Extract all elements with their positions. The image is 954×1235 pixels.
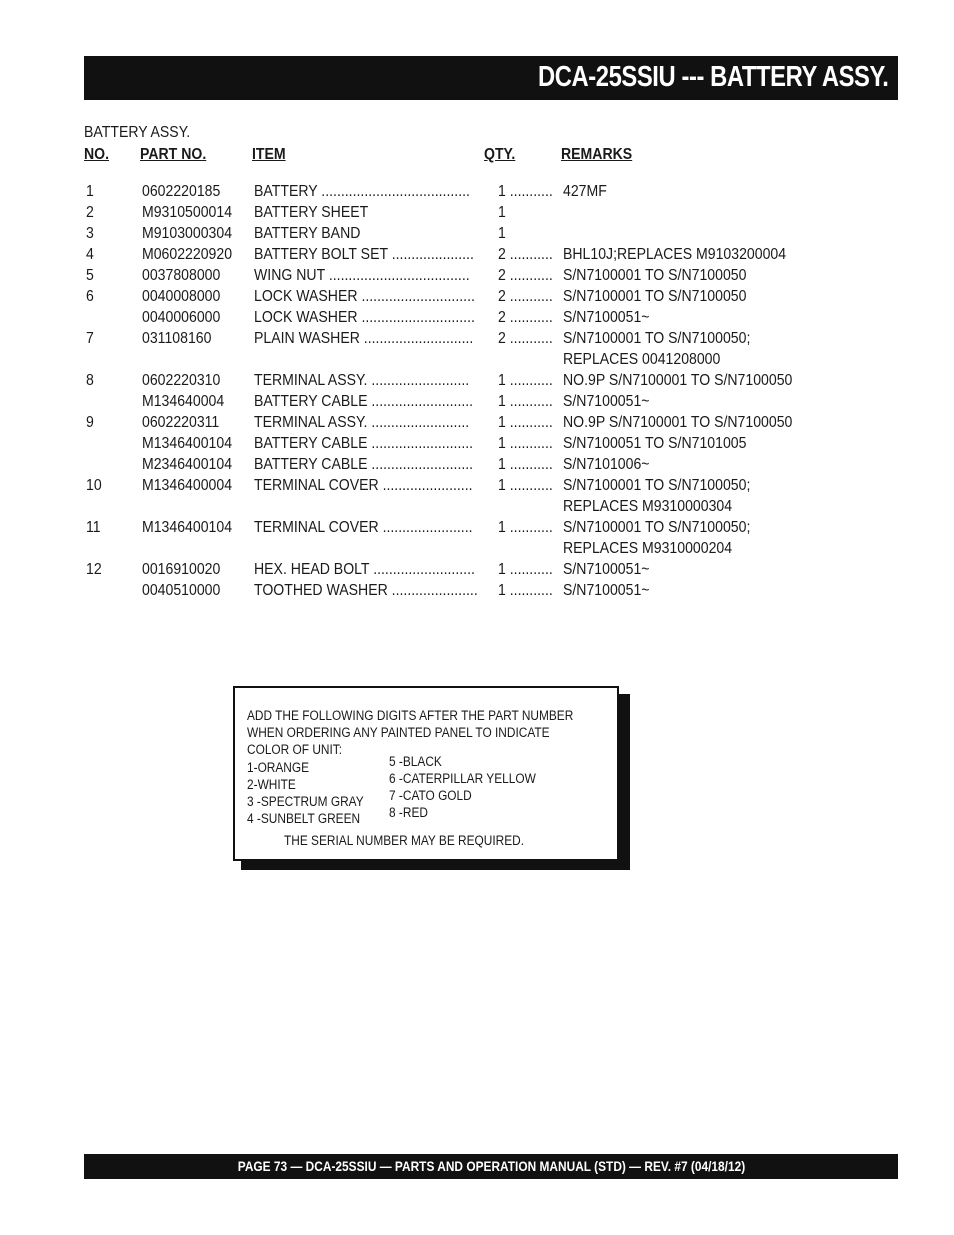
color-option: 3 -SPECTRUM GRAY bbox=[247, 794, 364, 809]
part-number: 0602220311 bbox=[142, 414, 220, 431]
parts-row bbox=[0, 183, 954, 204]
part-number-index: 8 bbox=[86, 372, 94, 389]
parts-row bbox=[0, 393, 954, 414]
part-number: M9103000304 bbox=[142, 225, 233, 242]
paint-color-note-box bbox=[233, 686, 619, 861]
color-option: 5 -BLACK bbox=[389, 754, 442, 769]
item-description: PLAIN WASHER ............................ bbox=[254, 330, 474, 347]
remarks: S/N7100051~ bbox=[563, 582, 650, 599]
quantity: 1 ........... bbox=[498, 561, 553, 578]
remarks: 427MF bbox=[563, 183, 607, 200]
section-label: BATTERY ASSY. bbox=[84, 124, 191, 141]
part-number: 0040008000 bbox=[142, 288, 221, 305]
parts-row bbox=[0, 351, 954, 372]
part-number-index: 5 bbox=[86, 267, 94, 284]
parts-row bbox=[0, 477, 954, 498]
part-number-index: 6 bbox=[86, 288, 94, 305]
parts-row bbox=[0, 519, 954, 540]
column-header-part-no: PART NO. bbox=[140, 146, 207, 163]
parts-row bbox=[0, 246, 954, 267]
page-footer-bar bbox=[84, 1154, 898, 1179]
color-option: 4 -SUNBELT GREEN bbox=[247, 811, 361, 826]
quantity: 1 bbox=[498, 204, 506, 221]
remarks: REPLACES 0041208000 bbox=[563, 351, 721, 368]
part-number-index: 2 bbox=[86, 204, 94, 221]
part-number: M1346400104 bbox=[142, 519, 233, 536]
remarks: S/N7100001 TO S/N7100050; bbox=[563, 519, 751, 536]
page-title: DCA-25SSIU --- BATTERY ASSY. bbox=[537, 61, 888, 93]
remarks: S/N7100001 TO S/N7100050; bbox=[563, 477, 751, 494]
item-description: BATTERY SHEET bbox=[254, 204, 369, 221]
quantity: 1 ........... bbox=[498, 519, 553, 536]
color-option: 6 -CATERPILLAR YELLOW bbox=[389, 771, 536, 786]
item-description: BATTERY CABLE .......................... bbox=[254, 435, 474, 452]
part-number: 0040510000 bbox=[142, 582, 221, 599]
serial-number-note: THE SERIAL NUMBER MAY BE REQUIRED. bbox=[284, 833, 525, 848]
part-number-index: 1 bbox=[86, 183, 94, 200]
parts-row bbox=[0, 414, 954, 435]
parts-row bbox=[0, 540, 954, 561]
quantity: 1 ........... bbox=[498, 183, 553, 200]
color-option: 1-ORANGE bbox=[247, 760, 310, 775]
item-description: WING NUT .................................... bbox=[254, 267, 470, 284]
item-description: TERMINAL COVER ....................... bbox=[254, 477, 473, 494]
remarks: REPLACES M9310000204 bbox=[563, 540, 733, 557]
parts-row bbox=[0, 435, 954, 456]
part-number: 0016910020 bbox=[142, 561, 221, 578]
part-number-index: 9 bbox=[86, 414, 94, 431]
remarks: S/N7100051~ bbox=[563, 393, 650, 410]
quantity: 2 ........... bbox=[498, 246, 553, 263]
note-line-3: COLOR OF UNIT: bbox=[247, 742, 343, 757]
remarks: NO.9P S/N7100001 TO S/N7100050 bbox=[563, 372, 793, 389]
parts-row bbox=[0, 582, 954, 603]
page-footer: PAGE 73 — DCA-25SSIU — PARTS AND OPERATION MANUAL (STD) — REV. #7 (04/18/12) bbox=[237, 1158, 745, 1174]
part-number: M0602220920 bbox=[142, 246, 233, 263]
part-number-index: 7 bbox=[86, 330, 94, 347]
parts-row bbox=[0, 267, 954, 288]
parts-row bbox=[0, 309, 954, 330]
quantity: 1 ........... bbox=[498, 414, 553, 431]
remarks: S/N7101006~ bbox=[563, 456, 650, 473]
item-description: TOOTHED WASHER ...................... bbox=[254, 582, 478, 599]
part-number-index: 12 bbox=[86, 561, 102, 578]
remarks: S/N7100001 TO S/N7100050 bbox=[563, 267, 747, 284]
parts-row bbox=[0, 288, 954, 309]
parts-row bbox=[0, 372, 954, 393]
remarks: S/N7100001 TO S/N7100050; bbox=[563, 330, 751, 347]
part-number-index: 10 bbox=[86, 477, 102, 494]
quantity: 1 ........... bbox=[498, 393, 553, 410]
note-line-2: WHEN ORDERING ANY PAINTED PANEL TO INDICATE bbox=[247, 725, 550, 740]
remarks: BHL10J;REPLACES M9103200004 bbox=[563, 246, 787, 263]
quantity: 2 ........... bbox=[498, 288, 553, 305]
parts-row bbox=[0, 330, 954, 351]
part-number: 0602220185 bbox=[142, 183, 221, 200]
item-description: BATTERY BAND bbox=[254, 225, 361, 242]
item-description: LOCK WASHER ............................. bbox=[254, 288, 475, 305]
part-number-index: 3 bbox=[86, 225, 94, 242]
part-number: 0040006000 bbox=[142, 309, 221, 326]
item-description: BATTERY ...................................... bbox=[254, 183, 470, 200]
remarks: S/N7100051~ bbox=[563, 309, 650, 326]
part-number-index: 4 bbox=[86, 246, 94, 263]
part-number: 031108160 bbox=[142, 330, 212, 347]
parts-row bbox=[0, 204, 954, 225]
remarks: S/N7100051 TO S/N7101005 bbox=[563, 435, 747, 452]
item-description: BATTERY CABLE .......................... bbox=[254, 456, 474, 473]
column-header-item: ITEM bbox=[252, 146, 286, 163]
item-description: LOCK WASHER ............................. bbox=[254, 309, 475, 326]
column-header-qty: QTY. bbox=[484, 146, 516, 163]
color-option: 7 -CATO GOLD bbox=[389, 788, 472, 803]
part-number: 0037808000 bbox=[142, 267, 221, 284]
item-description: TERMINAL ASSY. ......................... bbox=[254, 372, 470, 389]
part-number-index: 11 bbox=[86, 519, 101, 536]
parts-list bbox=[0, 183, 954, 603]
quantity: 1 ........... bbox=[498, 372, 553, 389]
remarks: REPLACES M9310000304 bbox=[563, 498, 733, 515]
item-description: TERMINAL COVER ....................... bbox=[254, 519, 473, 536]
page-header-bar bbox=[84, 56, 898, 100]
quantity: 2 ........... bbox=[498, 309, 553, 326]
color-option: 2-WHITE bbox=[247, 777, 296, 792]
column-header-no: NO. bbox=[84, 146, 110, 163]
parts-row bbox=[0, 456, 954, 477]
parts-row bbox=[0, 561, 954, 582]
quantity: 1 ........... bbox=[498, 456, 553, 473]
column-header-remarks: REMARKS bbox=[561, 146, 633, 163]
parts-row bbox=[0, 498, 954, 519]
quantity: 1 bbox=[498, 225, 506, 242]
quantity: 2 ........... bbox=[498, 267, 553, 284]
quantity: 2 ........... bbox=[498, 330, 553, 347]
item-description: TERMINAL ASSY. ......................... bbox=[254, 414, 470, 431]
item-description: BATTERY BOLT SET ..................... bbox=[254, 246, 474, 263]
part-number: M9310500014 bbox=[142, 204, 233, 221]
parts-row bbox=[0, 225, 954, 246]
part-number: M134640004 bbox=[142, 393, 225, 410]
item-description: BATTERY CABLE .......................... bbox=[254, 393, 474, 410]
remarks: NO.9P S/N7100001 TO S/N7100050 bbox=[563, 414, 793, 431]
note-line-1: ADD THE FOLLOWING DIGITS AFTER THE PART NUMBER bbox=[247, 708, 574, 723]
part-number: M2346400104 bbox=[142, 456, 233, 473]
part-number: 0602220310 bbox=[142, 372, 221, 389]
color-option: 8 -RED bbox=[389, 805, 428, 820]
remarks: S/N7100001 TO S/N7100050 bbox=[563, 288, 747, 305]
quantity: 1 ........... bbox=[498, 477, 553, 494]
item-description: HEX. HEAD BOLT .......................... bbox=[254, 561, 475, 578]
part-number: M1346400104 bbox=[142, 435, 233, 452]
quantity: 1 ........... bbox=[498, 435, 553, 452]
remarks: S/N7100051~ bbox=[563, 561, 650, 578]
part-number: M1346400004 bbox=[142, 477, 233, 494]
quantity: 1 ........... bbox=[498, 582, 553, 599]
